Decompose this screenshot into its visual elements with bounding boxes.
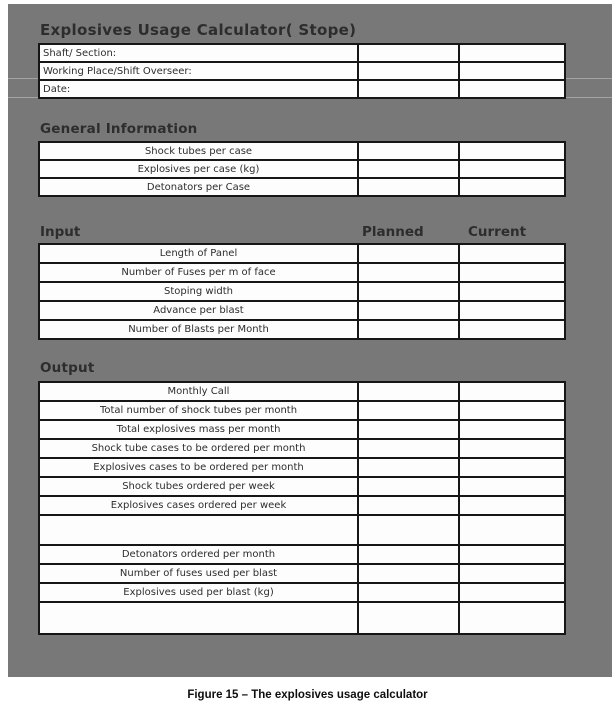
table-row — [40, 63, 564, 81]
table-row — [40, 459, 564, 478]
table-row — [40, 546, 564, 565]
current-cell — [460, 584, 564, 601]
planned-cell — [359, 81, 460, 97]
planned-cell — [359, 603, 460, 633]
general-information-table — [38, 141, 566, 197]
planned-cell — [359, 302, 460, 319]
table-row — [40, 321, 564, 338]
planned-cell — [359, 565, 460, 582]
label-cell: Shock tube cases to be ordered per month — [40, 440, 359, 457]
table-row — [40, 143, 564, 161]
planned-cell — [359, 516, 460, 544]
table-row — [40, 565, 564, 584]
label-cell: Explosives used per blast (kg) — [40, 584, 359, 601]
current-cell — [460, 459, 564, 476]
table-row-empty — [40, 603, 564, 633]
planned-cell — [359, 143, 460, 159]
planned-cell — [359, 321, 460, 338]
label-cell: Detonators per Case — [40, 179, 359, 195]
current-cell — [460, 81, 564, 97]
planned-cell — [359, 546, 460, 563]
table-row — [40, 383, 564, 402]
table-row — [40, 440, 564, 459]
label-cell: Total explosives mass per month — [40, 421, 359, 438]
planned-cell — [359, 45, 460, 61]
table-row — [40, 283, 564, 302]
planned-cell — [359, 245, 460, 262]
label-cell: Shock tubes per case — [40, 143, 359, 159]
current-cell — [460, 565, 564, 582]
column-header-planned: Planned — [362, 224, 424, 240]
current-cell — [460, 179, 564, 195]
current-cell — [460, 283, 564, 300]
label-cell: Date: — [40, 81, 359, 97]
table-row-empty — [40, 516, 564, 546]
table-row — [40, 161, 564, 179]
figure-caption: Figure 15 – The explosives usage calculator — [187, 689, 428, 701]
column-header-current: Current — [468, 224, 527, 240]
table-row — [40, 584, 564, 603]
table-row — [40, 179, 564, 195]
label-cell: Detonators ordered per month — [40, 546, 359, 563]
label-cell: Length of Panel — [40, 245, 359, 262]
current-cell — [460, 321, 564, 338]
current-cell — [460, 440, 564, 457]
label-cell: Shaft/ Section: — [40, 45, 359, 61]
current-cell — [460, 45, 564, 61]
table-row — [40, 81, 564, 97]
planned-cell — [359, 584, 460, 601]
table-row — [40, 478, 564, 497]
label-cell — [40, 516, 359, 544]
planned-cell — [359, 383, 460, 400]
current-cell — [460, 143, 564, 159]
label-cell: Explosives per case (kg) — [40, 161, 359, 177]
current-cell — [460, 63, 564, 79]
label-cell: Explosives cases to be ordered per month — [40, 459, 359, 476]
current-cell — [460, 546, 564, 563]
label-cell: Stoping width — [40, 283, 359, 300]
label-cell: Number of Fuses per m of face — [40, 264, 359, 281]
planned-cell — [359, 179, 460, 195]
table-row — [40, 302, 564, 321]
current-cell — [460, 245, 564, 262]
label-cell: Total number of shock tubes per month — [40, 402, 359, 419]
label-cell: Shock tubes ordered per week — [40, 478, 359, 495]
table-row — [40, 264, 564, 283]
table-row — [40, 402, 564, 421]
current-cell — [460, 478, 564, 495]
section-title-output: Output — [40, 360, 95, 376]
planned-cell — [359, 161, 460, 177]
current-cell — [460, 302, 564, 319]
current-cell — [460, 383, 564, 400]
section-title-general-information: General Information — [40, 121, 198, 137]
label-cell: Number of fuses used per blast — [40, 565, 359, 582]
table-row — [40, 421, 564, 440]
current-cell — [460, 603, 564, 633]
label-cell: Working Place/Shift Overseer: — [40, 63, 359, 79]
header-table — [38, 43, 566, 99]
planned-cell — [359, 63, 460, 79]
planned-cell — [359, 283, 460, 300]
current-cell — [460, 516, 564, 544]
current-cell — [460, 402, 564, 419]
planned-cell — [359, 402, 460, 419]
table-row — [40, 45, 564, 63]
output-table — [38, 381, 566, 635]
table-row — [40, 497, 564, 516]
section-title-input: Input — [40, 224, 81, 240]
planned-cell — [359, 264, 460, 281]
current-cell — [460, 421, 564, 438]
label-cell: Monthly Call — [40, 383, 359, 400]
page-title: Explosives Usage Calculator( Stope) — [40, 21, 357, 39]
current-cell — [460, 497, 564, 514]
current-cell — [460, 264, 564, 281]
table-row — [40, 245, 564, 264]
planned-cell — [359, 440, 460, 457]
input-table — [38, 243, 566, 340]
planned-cell — [359, 459, 460, 476]
current-cell — [460, 161, 564, 177]
planned-cell — [359, 497, 460, 514]
planned-cell — [359, 478, 460, 495]
label-cell: Number of Blasts per Month — [40, 321, 359, 338]
label-cell: Explosives cases ordered per week — [40, 497, 359, 514]
label-cell: Advance per blast — [40, 302, 359, 319]
planned-cell — [359, 421, 460, 438]
label-cell — [40, 603, 359, 633]
